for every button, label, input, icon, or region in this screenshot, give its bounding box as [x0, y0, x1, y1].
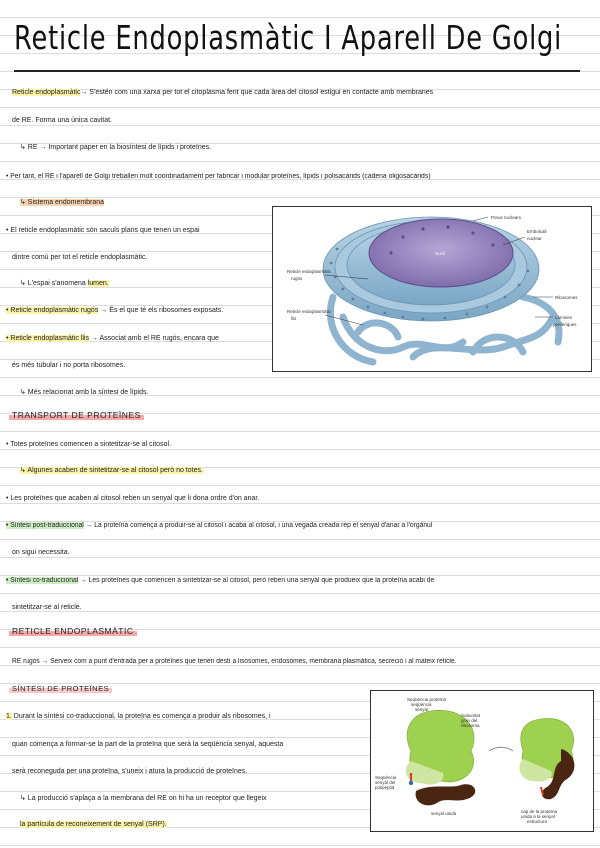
- label-ribosomes: Ribosomes: [555, 295, 578, 300]
- srp-blob-left: [416, 784, 476, 805]
- label-nuclear-envelope: Embolcall: [527, 229, 547, 234]
- note-line-10: [6, 334, 219, 344]
- label-rough-er: Reticle endoplasmàtic: [287, 269, 332, 274]
- er-illustration: [272, 206, 592, 372]
- fig2-label-subunit-3: ribosoma: [461, 723, 480, 728]
- heading-sintesi-proteines: [12, 684, 109, 693]
- note-line-8: [20, 279, 109, 289]
- note-line-21-text: Durant la síntesi co-traduccional, la proteïna es comença a produir als ribosomes, i: [11, 713, 271, 720]
- note-line-14-text: ↳ Algunes acaben de sintetitzar-se al citosol però no totes.: [20, 467, 203, 474]
- term-sintesi-co-traduccional: • Síntesi co-traduccional: [6, 577, 79, 584]
- note-line-2: de RE. Forma una única cavitat.: [12, 117, 112, 124]
- term-reticle-endoplasmatic: Reticle endoplasmàtic: [12, 89, 81, 96]
- note-line-8-text: ↳ L'espai s'anomena: [20, 280, 88, 287]
- note-line-1: [12, 88, 433, 98]
- fig2-label-subunit: Subunitat: [461, 713, 481, 718]
- note-line-11: és més tubular i no porta ribosomes.: [12, 362, 126, 369]
- note-line-19: sintetitzar-se al reticle.: [12, 604, 82, 611]
- term-lumen: lumen.: [87, 280, 109, 287]
- note-line-10-text: → Associat amb el RE rugós, encara que: [89, 335, 219, 342]
- er-illustration-svg: [273, 207, 591, 371]
- page-title: Reticle Endoplasmàtic I Aparell De Golgi: [14, 18, 563, 57]
- title-underline: [14, 70, 580, 72]
- note-line-3: ↳ RE → Important paper en la biosíntesi de lípids i proteïnes.: [20, 144, 212, 151]
- term-sintesi-post-traduccional: • Síntesi post-traduccional: [6, 522, 84, 529]
- label-nuclear-envelope-2: nuclear: [527, 236, 542, 241]
- label-nuclear-pores: Porus nuclears: [491, 215, 522, 220]
- note-line-20: RE rugós → Serveix com a punt d'entrada per a proteïnes que tenen destí a lisosomes, endosomes, membrana plasmàtica, secreció i al mateix reticle.: [12, 658, 457, 665]
- srp-illustration: [370, 690, 594, 832]
- note-line-13: • Totes proteïnes comencen a sintetitzar-se al citosol.: [6, 441, 171, 448]
- note-line-18-text: → Les proteïnes que comencen a sintetitzar-se al citosol, però reben una senyal que produeix que la proteïna acabi de: [78, 577, 435, 584]
- note-line-24: ↳ La producció s'aplaça a la membrana del RE on hi ha un receptor que llegeix: [20, 795, 267, 802]
- heading-sintesi-text: SÍNTESI DE PROTEÏNES: [12, 684, 110, 693]
- fig2-label-peptide-3: polipèptid: [375, 785, 395, 790]
- fig2-label-signal-seq-3: senyal: [415, 707, 429, 712]
- label-smooth-er: Reticle endoplasmàtic: [287, 309, 332, 314]
- step-arrow: [489, 747, 513, 751]
- note-line-6: • El reticle endoplasmàtic són saculs plans que tenen un espai: [6, 227, 200, 234]
- note-line-17: on sigui necessita.: [12, 549, 70, 556]
- note-line-5: [20, 198, 104, 208]
- heading-reticle-endoplasmatic: [12, 626, 134, 636]
- step-number: 1.: [6, 713, 12, 720]
- note-line-23: serà reconeguda per una proteïna, s'uneix i atura la producció de proteïnes.: [12, 768, 248, 775]
- note-line-12: ↳ Més relacionat amb la síntesi de lípids.: [20, 389, 149, 396]
- fig2-label-bound-2: unida a la senyal: [521, 814, 555, 819]
- heading-reticle-text: RETICLE ENDOPLASMÀTIC: [12, 626, 134, 636]
- note-line-7: dintre comú per tot el reticle endoplasmàtic.: [12, 254, 148, 261]
- fig2-label-signal-seq: Seqüència proteïna: [407, 697, 447, 702]
- note-line-9: [6, 306, 223, 316]
- signal-bead-left: [409, 781, 413, 785]
- note-line-9-text: → És el que té els ribosomes exposats.: [98, 307, 224, 314]
- fig2-label-subunit-2: gran del: [461, 718, 478, 723]
- note-line-22: quan comença a formar-se la part de la proteïna que serà la seqüència senyal, aquesta: [12, 741, 284, 748]
- note-line-21: [6, 712, 271, 722]
- fig2-label-peptide: Seqüència: [375, 775, 397, 780]
- term-re-rugos: • Reticle endoplasmàtic rugós: [6, 307, 99, 314]
- heading-transport-text: TRANSPORT DE PROTEÏNES: [12, 410, 141, 420]
- note-line-14: [20, 466, 203, 476]
- note-line-1-text: → S'estén com una xarxa per tot el citoplasma fent que cada àrea del citosol estigui en contacte amb membranes: [80, 89, 434, 96]
- label-cisternae: Làmines: [555, 315, 573, 320]
- fig2-label-signal-seq-2: seqüència: [411, 702, 432, 707]
- note-line-16: [6, 521, 432, 531]
- note-line-18: [6, 576, 434, 586]
- label-smooth-er-2: llis: [291, 316, 297, 321]
- label-nucleus: Nucli: [435, 251, 446, 256]
- term-srp: (SRP).: [145, 821, 167, 828]
- term-srp-full: la partícula de reconeixement de senyal: [20, 821, 146, 828]
- note-line-25: [20, 820, 167, 830]
- label-cisternae-2: perifèriques: [553, 322, 577, 327]
- fig2-label-srp: senyal unida: [431, 811, 457, 816]
- fig2-label-bound: cap de la proteïna: [521, 809, 558, 814]
- note-line-16-text: → La proteïna comença a produir-se al citosol i acaba al citosol, i una vegada creada rep el senyal d'anar a l'orgànul: [83, 522, 433, 529]
- note-line-15: • Les proteïnes que acaben al citosol reben un senyal que li dona ordre d'on anar.: [6, 495, 260, 502]
- label-rough-er-2: rugós: [291, 276, 303, 281]
- note-line-4: • Per tant, el RE i l'aparell de Golgi treballen molt coordinadament per fabricar i modular proteïnes, lípids i polisacàrids (cadena oligosacàrids): [6, 173, 431, 180]
- signal-peptide-right: [541, 787, 543, 795]
- srp-illustration-svg: [371, 691, 593, 831]
- heading-transport-proteines: [12, 410, 141, 420]
- fig2-label-bound-3: estructura: [527, 819, 548, 824]
- term-sistema-endomembrana: ↳ Sistema endomembrana: [20, 199, 105, 206]
- fig2-label-peptide-2: senyal del: [375, 780, 396, 785]
- term-re-llis: • Reticle endoplasmàtic llis: [6, 335, 89, 342]
